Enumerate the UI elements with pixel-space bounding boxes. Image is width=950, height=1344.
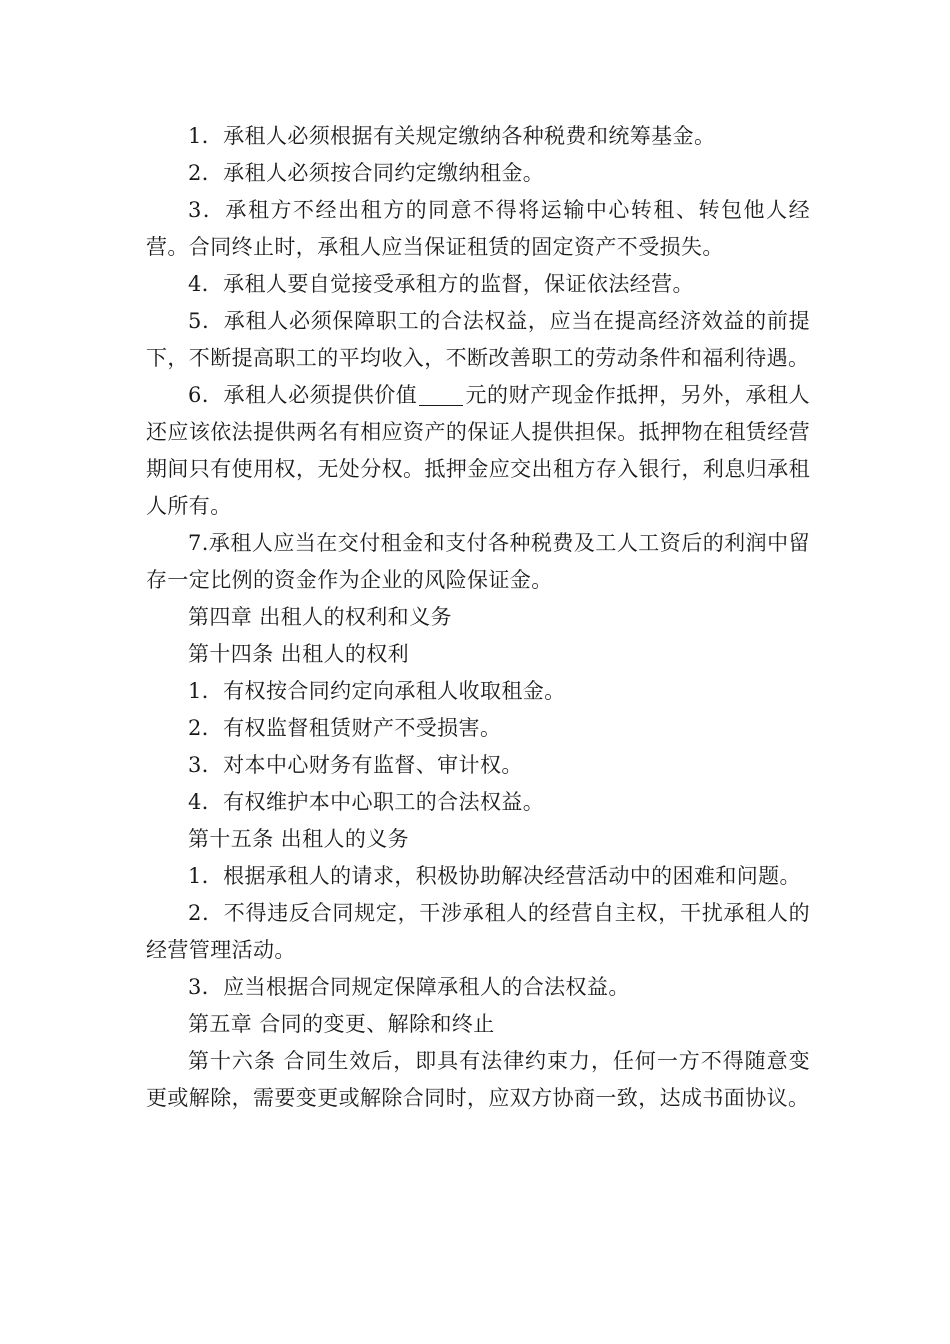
clause-3: 3．承租方不经出租方的同意不得将运输中心转租、转包他人经营。合同终止时，承租人应当保证租赁的固定资产不受损失。 — [146, 198, 810, 259]
chapter-4-heading: 第四章 出租人的权利和义务 — [188, 605, 452, 629]
clause-4: 4．承租人要自觉接受承租方的监督，保证依法经营。 — [188, 272, 694, 296]
article-14-item-3: 3．对本中心财务有监督、审计权。 — [188, 753, 523, 777]
article-14-heading: 第十四条 出租人的权利 — [188, 642, 410, 666]
article-15-heading: 第十五条 出租人的义务 — [188, 827, 410, 851]
clause-7: 7.承租人应当在交付租金和支付各种税费及工人工资后的利润中留存一定比例的资金作为企业的风险保证金。 — [146, 531, 810, 592]
article-15-item-3: 3．应当根据合同规定保障承租人的合法权益。 — [188, 975, 630, 999]
clause-6 — [146, 377, 810, 525]
article-16: 第十六条 合同生效后，即具有法律约束力，任何一方不得随意变更或解除，需要变更或解除合同时，应双方协商一致，达成书面协议。 — [146, 1049, 810, 1110]
fill-in-blank — [419, 383, 463, 406]
article-15-item-1: 1．根据承租人的请求，积极协助解决经营活动中的困难和问题。 — [188, 864, 801, 888]
clause-5: 5．承租人必须保障职工的合法权益，应当在提高经济效益的前提下，不断提高职工的平均收入，不断改善职工的劳动条件和福利待遇。 — [146, 309, 810, 370]
article-15-item-2: 2．不得违反合同规定，干涉承租人的经营自主权，干扰承租人的经营管理活动。 — [146, 901, 810, 962]
article-14-item-2: 2．有权监督租赁财产不受损害。 — [188, 716, 502, 740]
clause-6-after: 元的财产现金作抵押，另外，承租人还应该依法提供两名有相应资产的保证人提供担保。抵押物在租赁经营期间只有使用权，无处分权。抵押金应交出租方存入银行，利息归承租人所有。 — [146, 383, 810, 518]
chapter-5-heading: 第五章 合同的变更、解除和终止 — [188, 1012, 495, 1036]
clause-1: 1．承租人必须根据有关规定缴纳各种税费和统筹基金。 — [188, 124, 716, 148]
document-body — [146, 118, 810, 1117]
clause-6-before: 6．承租人必须提供价值 — [188, 383, 418, 407]
article-14-item-1: 1．有权按合同约定向承租人收取租金。 — [188, 679, 566, 703]
article-14-item-4: 4．有权维护本中心职工的合法权益。 — [188, 790, 545, 814]
clause-2: 2．承租人必须按合同约定缴纳租金。 — [188, 161, 545, 185]
